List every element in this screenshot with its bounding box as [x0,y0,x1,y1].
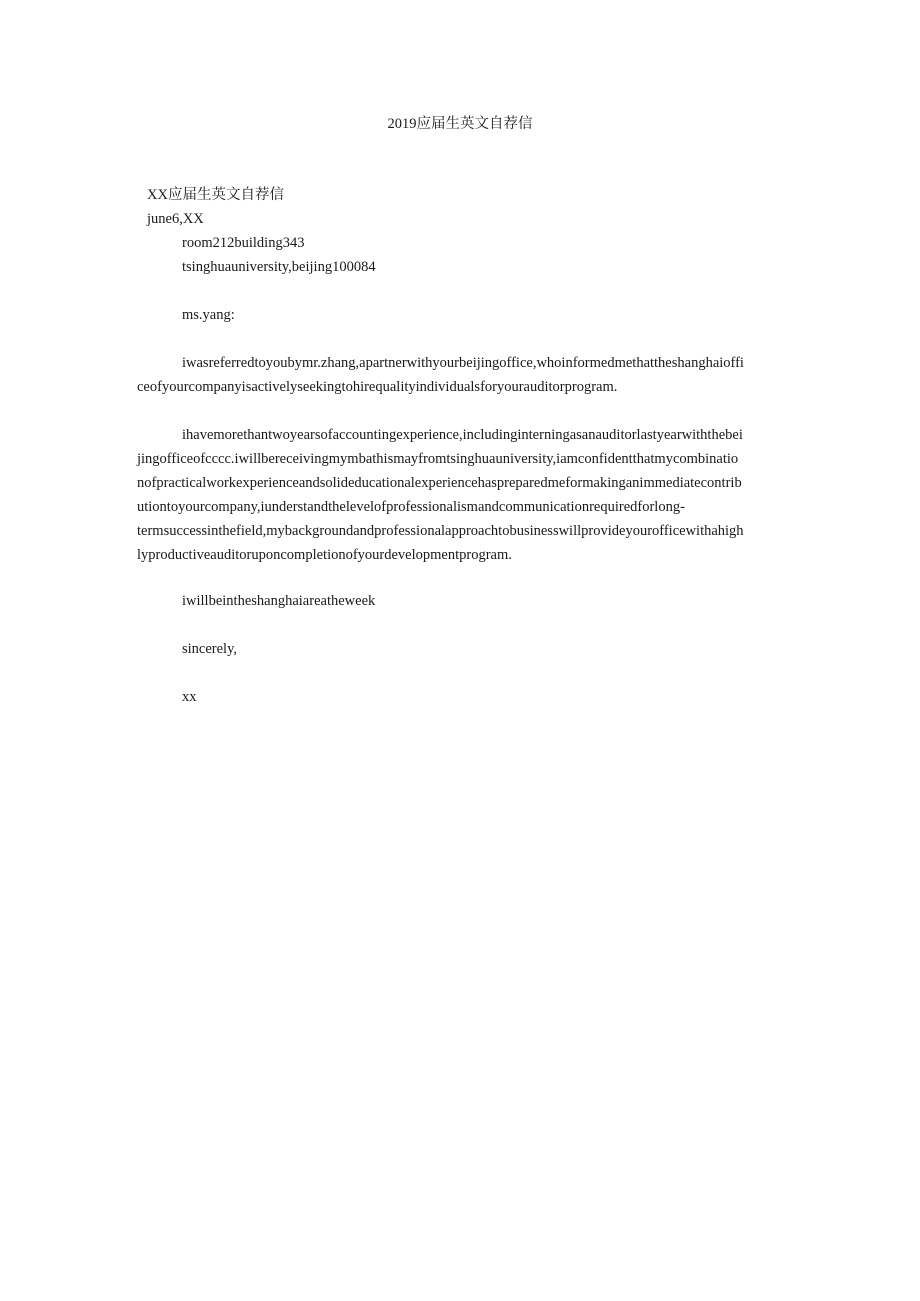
paragraph-1-line: ceofyourcompanyisactivelyseekingtohirequalityindividualsforyourauditorprogram. [137,379,618,395]
valediction: sincerely, [182,641,238,657]
address-line: tsinghuauniversity,beijing100084 [182,259,376,275]
paragraph-2-line: utiontoyourcompany,iunderstandthelevelofprofessionalismandcommunicationrequiredforlong- [137,499,685,515]
letter-heading: XX应届生英文自荐信 [147,187,284,203]
paragraph-2-line: lyproductiveauditoruponcompletionofyourdevelopmentprogram. [137,547,512,563]
paragraph-2-line: nofpracticalworkexperienceandsolideducationalexperiencehaspreparedmeformakinganimmediatecontrib [137,475,742,491]
paragraph-2-line: jingofficeofcccc.iwillbereceivingmymbathismayfromtsinghuauniversity,iamconfidentthatmycombinatio [137,451,739,467]
paragraph-2-line: termsuccessinthefield,mybackgroundandprofessionalapproachtobusinesswillprovideyourofficewithahigh [137,523,744,539]
signature: xx [182,689,197,705]
closing-line: iwillbeintheshanghaiareatheweek [182,593,376,609]
address-line: room212building343 [182,235,305,251]
paragraph-1-line: iwasreferredtoyoubymr.zhang,apartnerwithyourbeijingoffice,whoinformedmethattheshanghaioffi [182,355,744,371]
paragraph-2-line: ihavemorethantwoyearsofaccountingexperience,includinginterningasanauditorlastyearwiththebei [182,427,743,443]
document-title: 2019应届生英文自荐信 [387,116,533,132]
salutation: ms.yang: [182,307,235,323]
letter-date: june6,XX [147,211,204,227]
